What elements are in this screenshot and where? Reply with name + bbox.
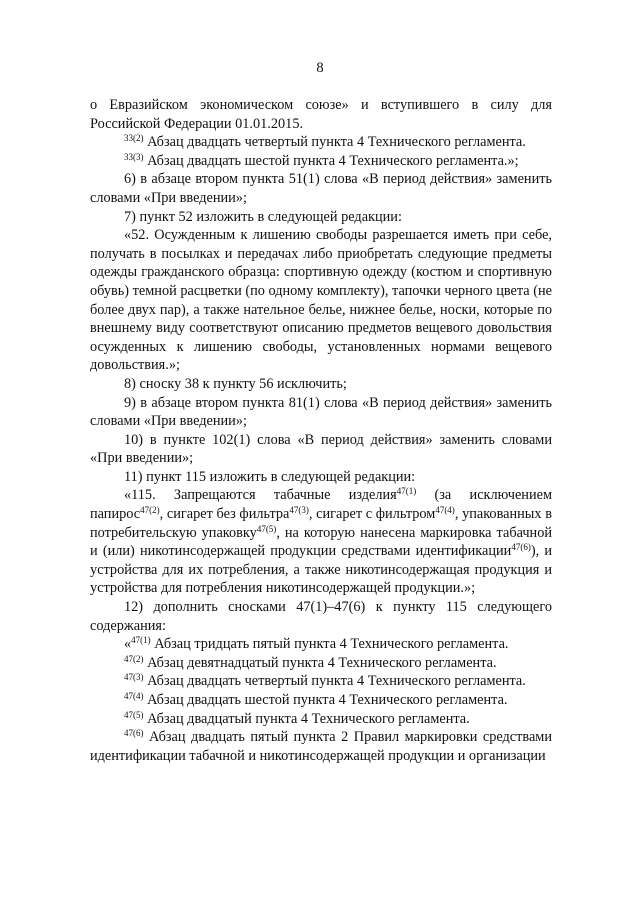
footnote-marker: 33(2) [124, 133, 144, 144]
amendment-item-10: 10) в пункте 102(1) слова «В период действия» заменить словами «При введении»; [90, 431, 552, 467]
document-body [90, 96, 552, 765]
page-number: 8 [316, 60, 324, 76]
footnote-47-5: $^{47(5)}$ Абзац двадцатый пункта 4 Технического регламента. [124, 709, 470, 727]
footnote-marker: 47(3) [124, 672, 144, 683]
footnote-47-6: $^{47(6)}$ Абзац двадцать пятый пункта 2 Правил маркировки средствами идентификации табачной и никотинсодержащей продукции и организации [90, 728, 552, 764]
amendment-item-6: 6) в абзаце втором пункта 51(1) слова «В период действия» заменить словами «При введении»; [90, 171, 552, 206]
amendment-item-7: 7) пункт 52 изложить в следующей редакции: [124, 208, 402, 225]
paragraph: о Евразийском экономическом союзе» и вступившего в силу для Российской Федерации 01.01.2015. [90, 97, 552, 132]
clause-115-text: «115. Запрещаются табачные изделия$^{47(1)}$ (за исключением папирос$^{47(2)}$, сигарет без фильтра$^{47(3)}$, сигарет с фильтром$^{47(4)}$, упакованных в потребительскую упаковку$^{47(5)}$, на которую нанесена маркировка табачной и (или) никотинсодержащей продукции средствами идентификации$^{47(6)}$), и устройства для их потребления, а также никотинсодержащая продукция и устройства для потребления никотинсодержащей продукции.»; [90, 486, 553, 597]
footnote-47-3: $^{47(3)}$ Абзац двадцать четвертый пункта 4 Технического регламента. [124, 672, 526, 690]
footnote-47-4: $^{47(4)}$ Абзац двадцать шестой пункта 4 Технического регламента. [124, 691, 508, 708]
footnote-marker: 47(1) [131, 635, 151, 646]
amendment-item-9: 9) в абзаце втором пункта 81(1) слова «В период действия» заменить словами «При введении»; [90, 394, 552, 430]
footnote-marker: 47(2) [124, 653, 144, 664]
footnote-marker: 47(6) [511, 542, 531, 553]
footnote-33-3: $^{33(3)}$ Абзац двадцать шестой пункта 4 Технического регламента.»; [124, 151, 519, 169]
footnote-47-2: $^{47(2)}$ Абзац девятнадцатый пункта 4 Технического регламента. [124, 653, 497, 671]
footnote-marker: 47(5) [256, 523, 277, 534]
footnote-marker: 47(4) [124, 691, 144, 701]
footnote-marker: 47(2) [140, 505, 160, 516]
footnote-marker: 47(5) [124, 709, 144, 720]
footnote-marker: 47(4) [435, 505, 455, 516]
footnote-marker: 33(3) [124, 151, 144, 162]
amendment-item-8: 8) сноску 38 к пункту 56 исключить; [124, 375, 347, 392]
footnote-marker: 47(1) [396, 486, 417, 497]
amendment-item-12: 12) дополнить сносками 47(1)–47(6) к пункту 115 следующего содержания: [90, 599, 552, 634]
footnote-marker: 47(3) [289, 505, 309, 516]
amendment-item-11: 11) пункт 115 изложить в следующей редакции: [124, 468, 416, 485]
footnote-47-1: «$^{47(1)}$ Абзац тридцать пятый пункта 4 Технического регламента. [124, 635, 509, 653]
footnote-marker: 47(6) [124, 728, 144, 739]
footnote-33-2: $^{33(2)}$ Абзац двадцать четвертый пункта 4 Технического регламента. [124, 133, 526, 151]
clause-52-text: «52. Осужденным к лишению свободы разрешается иметь при себе, получать в посылках и передачах либо приобретать следующие предметы одежды гражданского образца: спортивную одежду (костюм и спортивную обувь) темной расцветки (по одному комплекту), тапочки черного цвета (не более двух пар), а также нательное белье, нижнее белье, носки, которые по внешнему виду соответствуют описанию предметов вещевого довольствия осужденных к лишению свободы, установленных нормами вещевого довольствия.»; [90, 227, 552, 374]
